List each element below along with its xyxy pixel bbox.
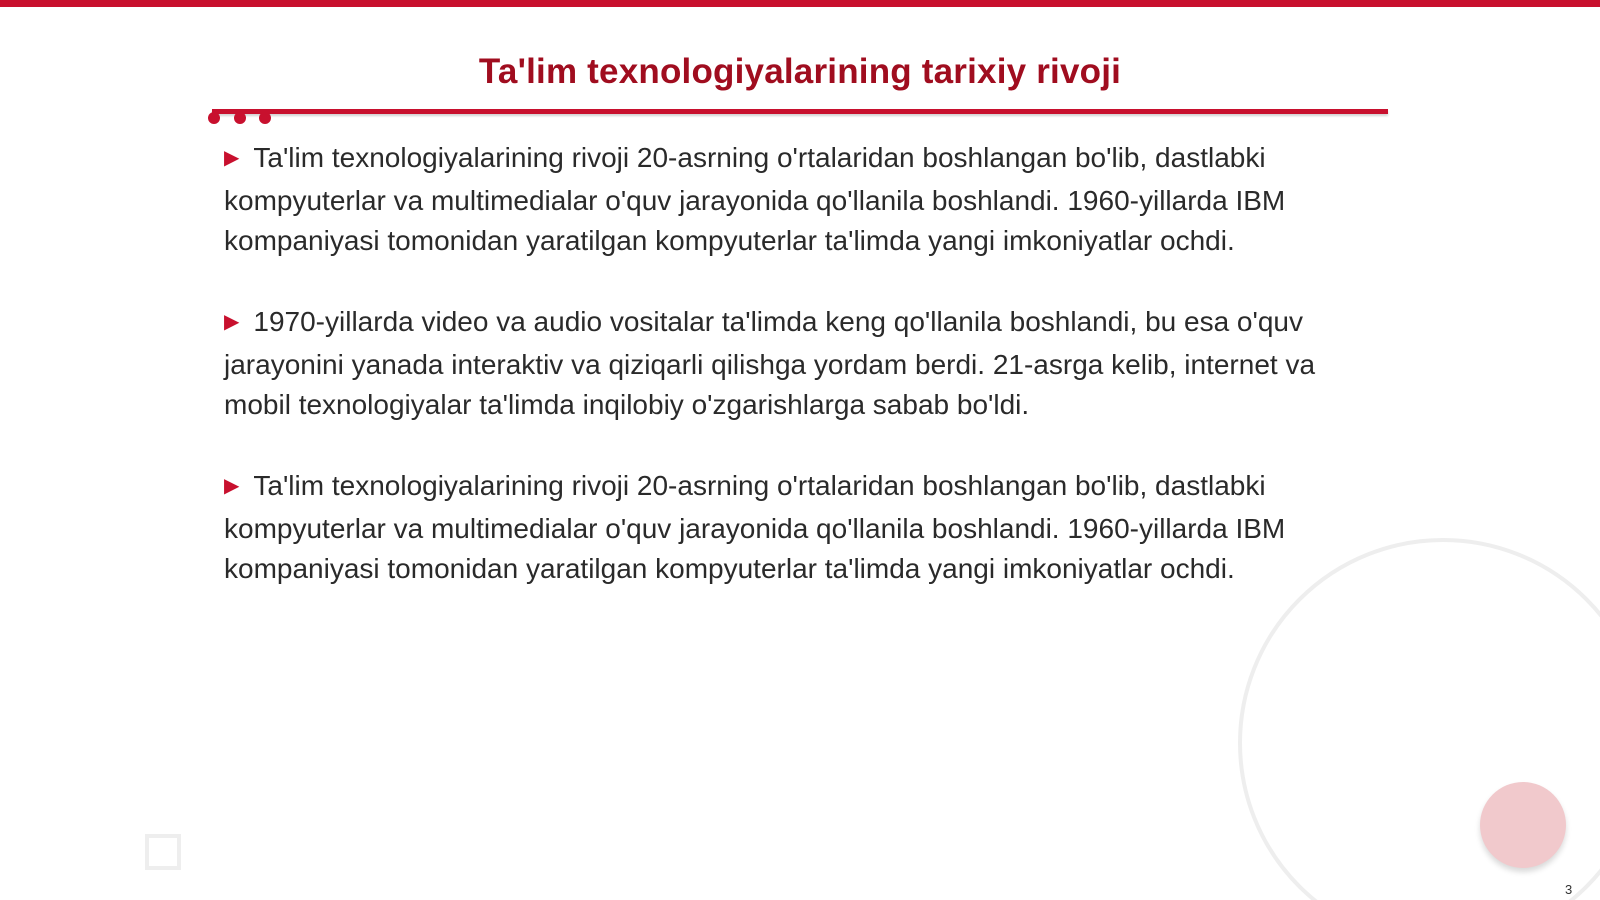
title-divider [212,109,1388,114]
divider-dot-icon [234,112,246,124]
divider-dot-icon [208,112,220,124]
bullet-paragraph [224,138,1374,261]
bullet-text: Ta'lim texnologiyalarining rivoji 20-asrning o'rtalaridan boshlangan bo'lib, dastlabki kompyuterlar va multimedialar o'quv jarayonida qo'llanila boshlandi. 1960-yillarda IBM kompaniyasi tomonidan yaratilgan kompyuterlar ta'limda yangi imkoniyatlar ochdi. [224,470,1286,584]
slide-title: Ta'lim texnologiyalarining tarixiy rivoji [478,52,1122,91]
page-number: 3 [1565,882,1573,897]
divider-dot-icon [259,112,271,124]
triangle-right-icon: ▶ [224,475,240,497]
triangle-right-icon: ▶ [224,147,240,169]
bullet-paragraph [224,302,1374,425]
top-accent-bar [0,0,1600,7]
bullet-text: 1970-yillarda video va audio vositalar ta'limda keng qo'llanila boshlandi, bu esa o'quv jarayonini yanada interaktiv va qiziqarli qilishga yordam berdi. 21-asrga kelib, internet va mobil texnologiyalar ta'limda inqilobiy o'zgarishlarga sabab bo'ldi. [224,306,1316,420]
slide-content [224,138,1374,630]
bullet-paragraph [224,466,1374,589]
decorative-circle [1480,782,1566,868]
triangle-right-icon: ▶ [224,311,240,333]
decorative-square [145,834,181,870]
bullet-text: Ta'lim texnologiyalarining rivoji 20-asrning o'rtalaridan boshlangan bo'lib, dastlabki kompyuterlar va multimedialar o'quv jarayonida qo'llanila boshlandi. 1960-yillarda IBM kompaniyasi tomonidan yaratilgan kompyuterlar ta'limda yangi imkoniyatlar ochdi. [224,142,1286,256]
